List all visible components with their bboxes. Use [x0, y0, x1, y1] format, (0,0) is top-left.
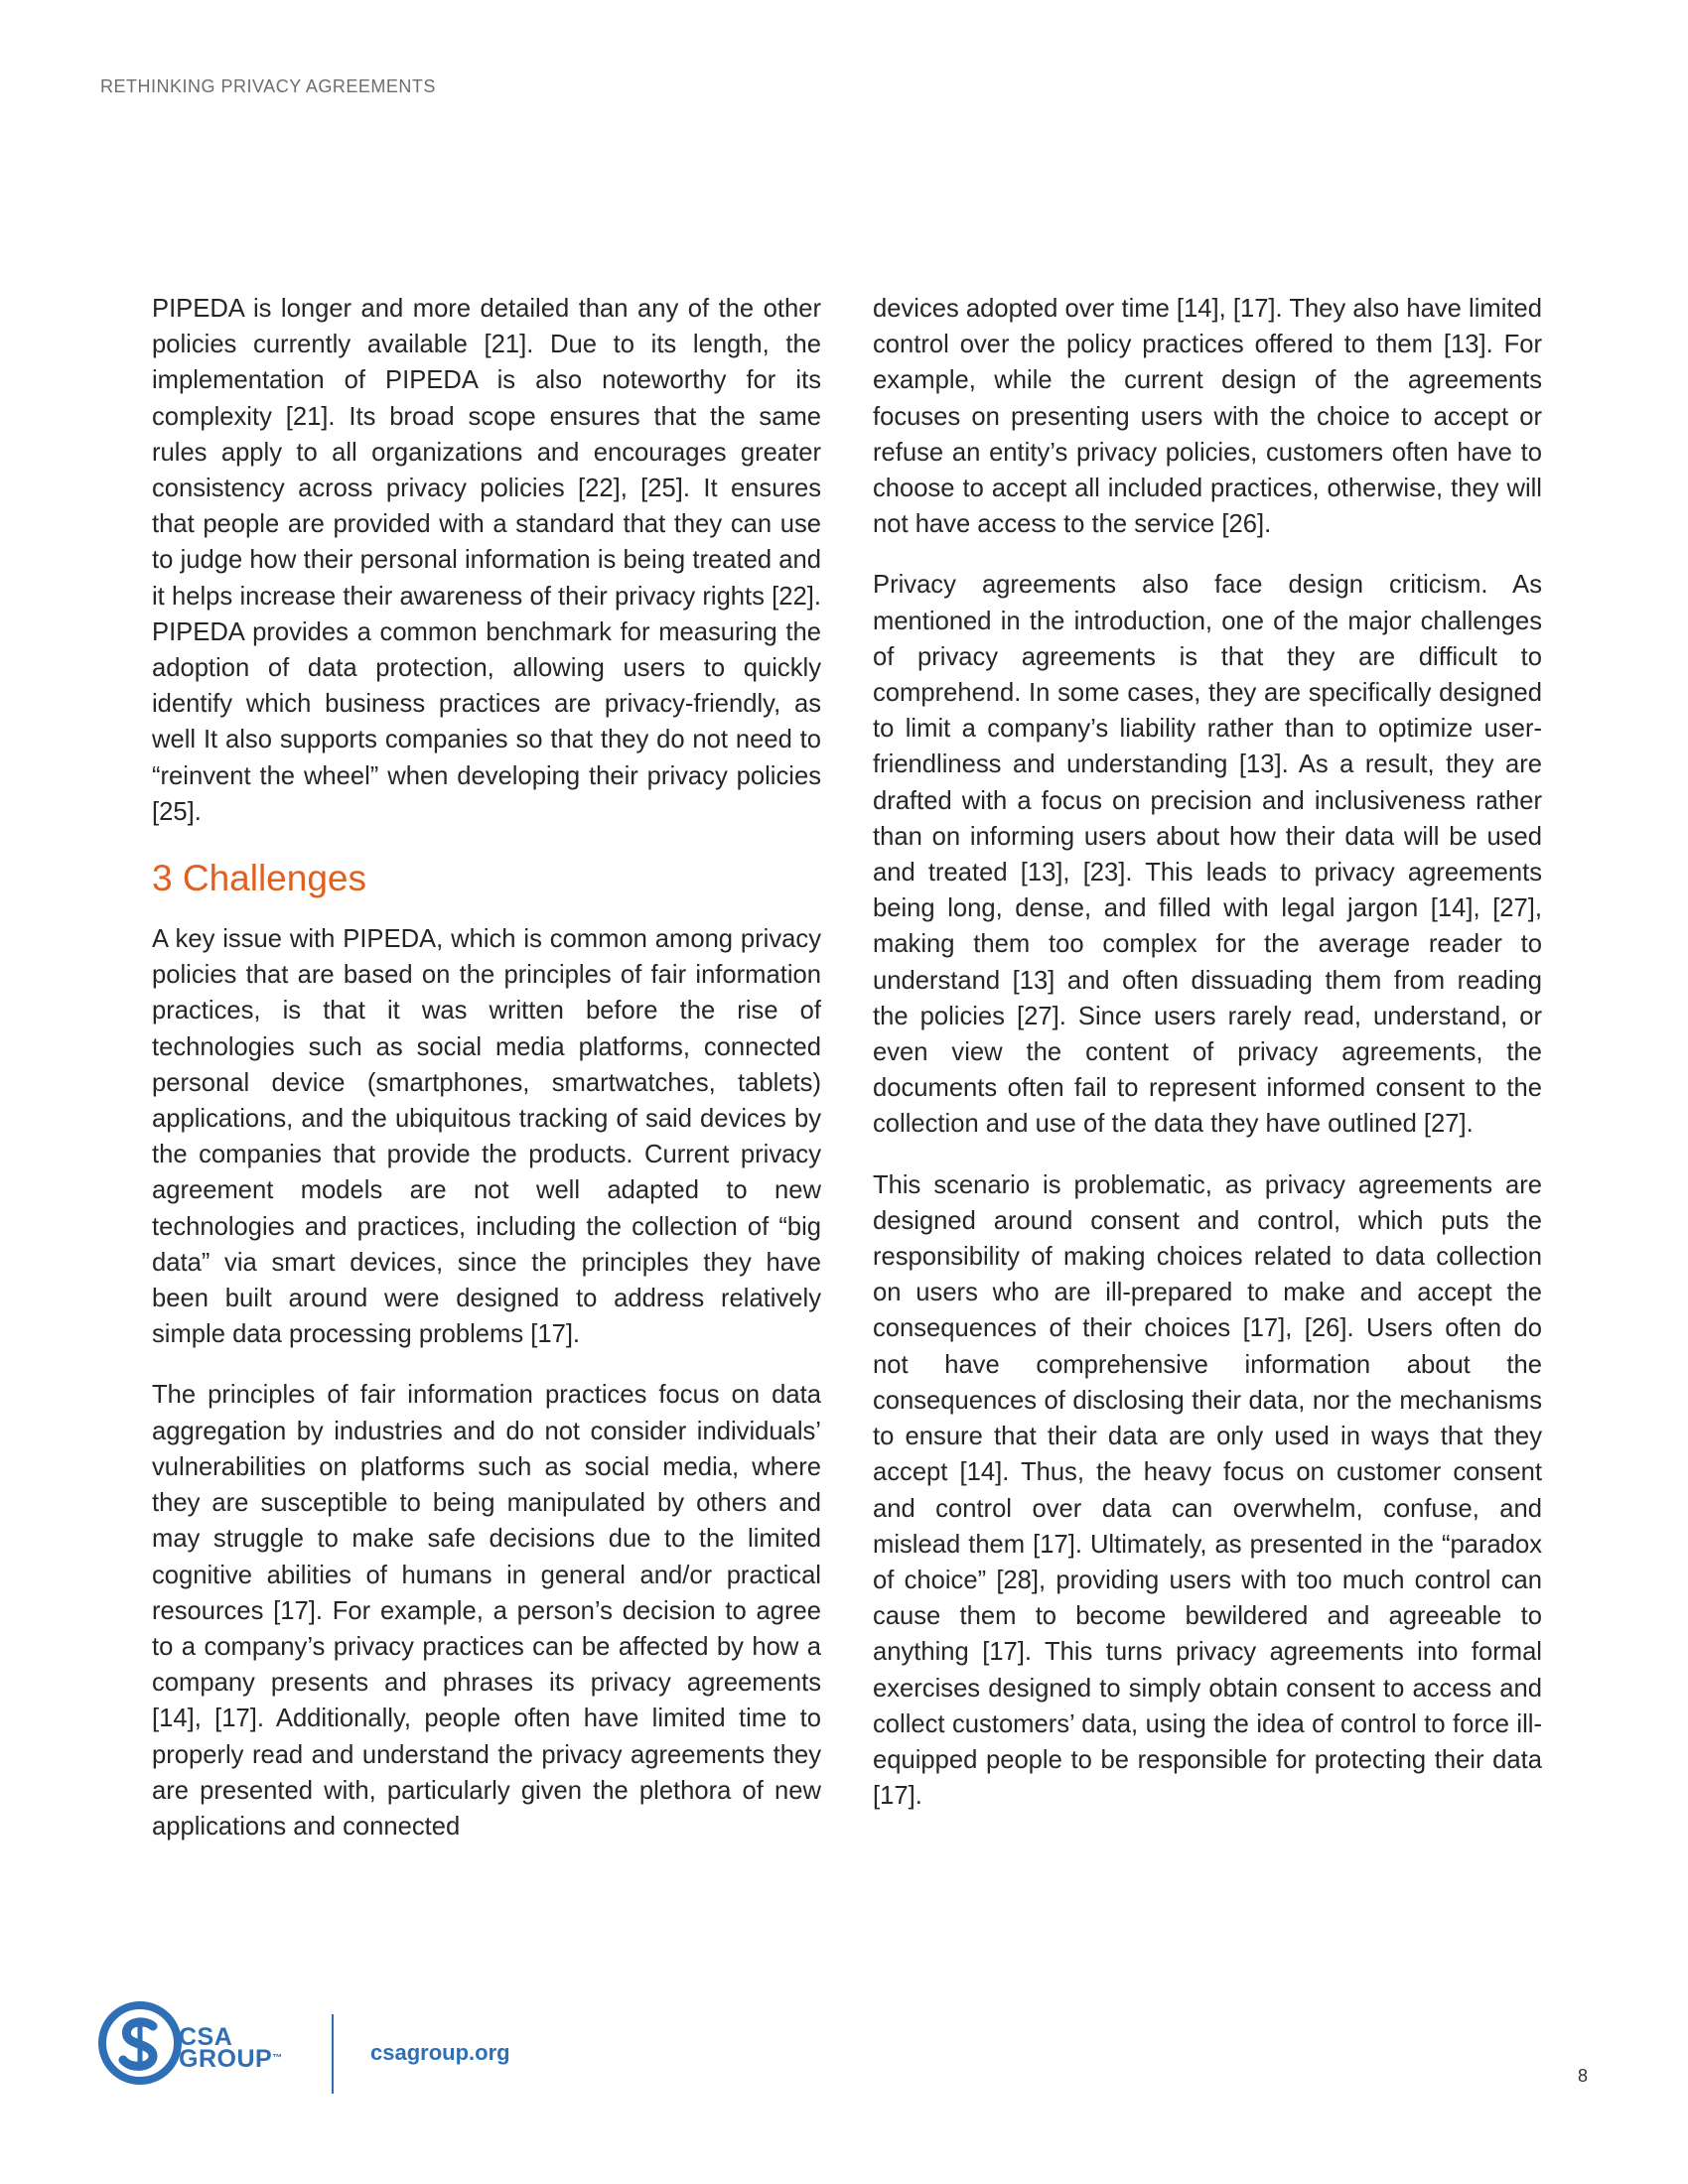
right-column — [873, 291, 1542, 1839]
section-heading: 3 Challenges — [152, 858, 366, 899]
design-criticism-paragraph: Privacy agreements also face design criticism. As mentioned in the introduction, one of the major challenges of privacy agreements is that they are difficult to comprehend. In some cases, they are specifically designed to limit a company’s liability rather than to optimize user-friendliness and understanding [13]. As a result, they are drafted with a focus on precision and inclusiveness rather than on informing users about how their data will be used and treated [13], [23]. This leads to privacy agreements being long, dense, and filled with legal jargon [14], [27], making them too complex for the average reader to understand [13] and often dissuading them from reading the policies [27]. Since users rarely read, understand, or even view the content of privacy agreements, the documents often fail to represent informed consent to the collection and use of the data they have outlined [27]. — [873, 571, 1542, 1139]
challenges-paragraph-2: The principles of fair information practices focus on data aggregation by industries and do not consider individuals’ vulnerabilities on platforms such as social media, where they are susceptible to being manipulated by others and may struggle to make safe decisions due to the limited cognitive abilities of humans in general and/or practical resources [17]. For example, a person’s decision to agree to a company’s privacy practices can be affected by how a company presents and phrases its privacy agreements [14], [17]. Additionally, people often have limited time to properly read and understand the privacy agreements they are presented with, particularly given the plethora of new applications and connected — [152, 1381, 821, 1841]
logo-wordmark — [179, 2023, 283, 2073]
challenges-paragraph-1: A key issue with PIPEDA, which is common among privacy policies that are based on the principles of fair information practices, is that it was written before the rise of technologies such as social media platforms, connected personal device (smartphones, smartwatches, tablets) applications, and the ubiquitous tracking of said devices by the companies that provide the products. Current privacy agreement models are not well adapted to new technologies and practices, including the collection of “big data” via smart devices, since the principles they have been built around were designed to address relatively simple data processing problems [17]. — [152, 925, 821, 1349]
logo-line-group: GROUP™ — [179, 2045, 283, 2073]
website-link[interactable]: csagroup.org — [370, 2040, 510, 2065]
footer — [97, 2000, 693, 2100]
problem-scenario-paragraph: This scenario is problematic, as privacy agreements are designed around consent and control, which puts the responsibility of making choices related to data collection on users who are ill-prepared to make and accept the consequences of their choices [17], [26]. Users often do not have comprehensive information about the consequences of disclosing their data, nor the mechanisms to ensure that their data are only used in ways that they accept [14]. Thus, the heavy focus on customer consent and control over data can overwhelm, confuse, and mislead them [17]. Ultimately, as presented in the “paradox of choice” [28], providing users with too much control can cause them to become bewildered and agreeable to anything [17]. This turns privacy agreements into formal exercises designed to simply obtain consent to access and collect customers’ data, using the idea of control to force ill-equipped people to be responsible for protecting their data [17]. — [873, 1170, 1542, 1811]
running-header: RETHINKING PRIVACY AGREEMENTS — [100, 76, 436, 96]
page-number: 8 — [1578, 2066, 1589, 2086]
logo-line-csa: CSA — [179, 2023, 233, 2051]
left-column — [152, 291, 821, 1869]
intro-paragraph: PIPEDA is longer and more detailed than any of the other policies currently available [21]. Due to its length, the implementation of PIPEDA is also noteworthy for its complexity [21]. Its broad scope ensures that the same rules apply to all organizations and encourages greater consistency across privacy policies [22], [25]. It ensures that people are provided with a standard that they can use to judge how their personal information is being treated and it helps increase their awareness of their privacy rights [22]. PIPEDA provides a common benchmark for measuring the adoption of data protection, allowing users to quickly identify which business practices are privacy-friendly, as well It also supports companies so that they do not need to “reinvent the wheel” when developing their privacy policies [25]. — [152, 295, 821, 826]
footer-divider — [332, 2014, 334, 2094]
csa-group-logo-icon — [97, 2000, 183, 2086]
continuation-paragraph: devices adopted over time [14], [17]. They also have limited control over the policy practices offered to them [13]. For example, while the current design of the agreements focuses on presenting users with the choice to accept or refuse an entity’s privacy policies, customers often have to choose to accept all included practices, otherwise, they will not have access to the service [26]. — [873, 295, 1542, 539]
